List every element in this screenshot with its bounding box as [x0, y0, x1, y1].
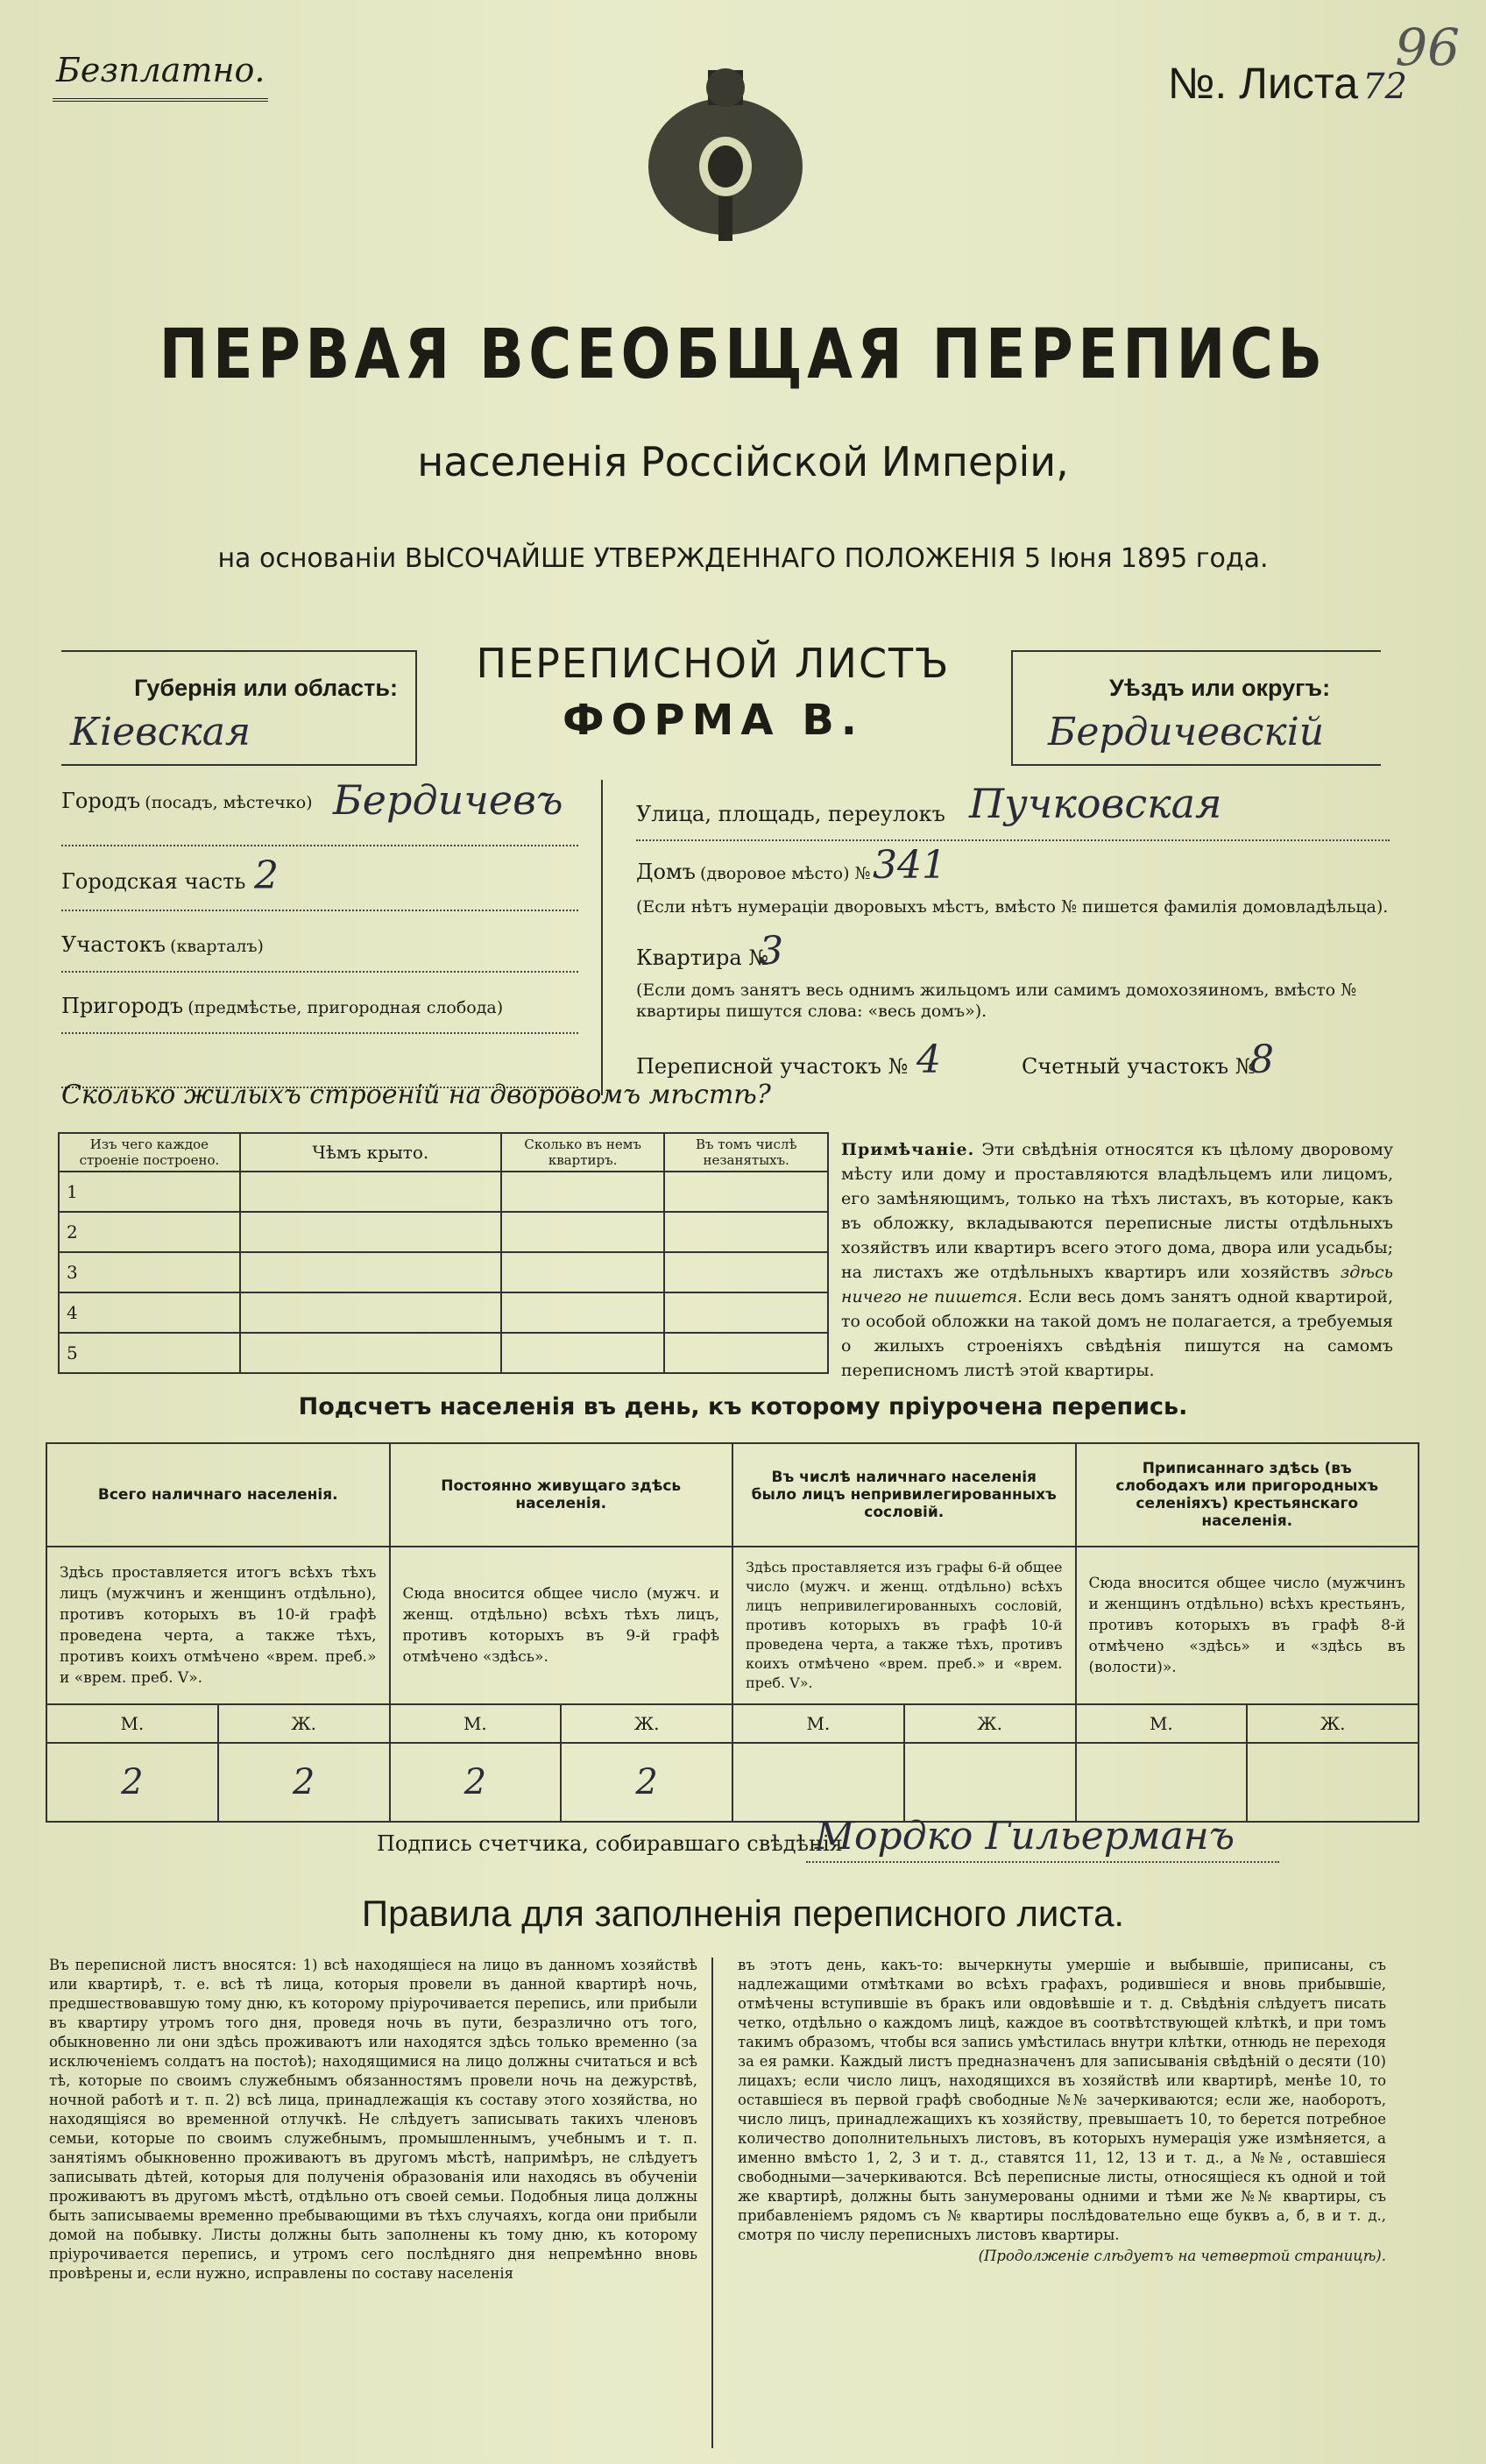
uezd-box	[1011, 650, 1381, 766]
free-label	[53, 42, 386, 121]
flat-hint: (Если домъ занятъ весь однимъ жильцомъ или самимъ домохозяиномъ, вмѣсто № квартиры пишутся слова: «весь домъ»).	[636, 981, 1357, 1021]
buildings-question: Сколько жилыхъ строеній на дворовомъ мѣстѣ?	[61, 1080, 771, 1110]
female-label: Ж.	[218, 1704, 390, 1743]
total-male-value: 2	[46, 1743, 218, 1822]
location-left	[61, 776, 578, 1088]
gubernia-label: Губернія или область:	[134, 675, 398, 701]
total-female-value: 2	[218, 1743, 390, 1822]
city-value: Бердичевъ	[333, 776, 563, 824]
peasant-female-value	[1247, 1743, 1419, 1822]
note-text: Эти свѣдѣнія относятся къ цѣлому дворовому мѣсту или дому и проставляются владѣльцемъ или лицомъ, его замѣняющимъ, только на тѣхъ листахъ, въ которые, какъ въ обложку, вкладываются переписные листы отдѣльныхъ хозяйствъ или квартиръ всего этого дома, двора или усадьбы; на листахъ же отдѣльныхъ квартиръ или хозяйствъ	[841, 1140, 1393, 1282]
rules-left-column: Въ переписной листъ вносятся: 1) всѣ находящіеся на лицо въ данномъ хозяйствѣ или квартирѣ, т. е. всѣ тѣ лица, которыя провели въ данной квартирѣ ночь, предшествовавшую тому дню, къ которому пріурочивается перепись, или прибыли въ квартиру утромъ того дня, проведя ночь въ пути, безразлично отъ того, обыкновенно ли они здѣсь проживаютъ или находятся здѣсь только временно (за исключеніемъ солдатъ на постоѣ); находящимися на лицо должны считаться и всѣ тѣ, которые по своимъ служебнымъ обязанностямъ провели ночь на дежурствѣ, ночной работѣ и т. п. 2) всѣ лица, принадлежащія къ составу этого хозяйства, но находящіяся во временной отлучкѣ. Не слѣдуетъ записывать такихъ членовъ семьи, которые по своимъ служебнымъ, промышленнымъ, учебнымъ и т. п. занятіямъ обыкновенно проживаютъ въ другомъ мѣстѣ, напримѣръ, не слѣдуетъ записывать дѣтей, которыя для полученія образованія или находясь въ обученіи проживаютъ въ другомъ мѣстѣ, отдѣльно отъ своей семьи. Подобныя лица должны быть записываемы временно пребывающими въ тѣхъ случаяхъ, когда они прибыли домой на побывку. Листы должны быть заполнены къ тому дню, къ которому пріурочивается перепись, и утромъ сего послѣдняго дня непремѣнно вновь провѣрены и, если нужно, исправлены по составу населенія	[49, 1957, 697, 2282]
pop-col-unprivileged-desc: Здѣсь проставляется изъ графы 6-й общее число (мужч. и женщ. отдѣльно) всѣхъ лицъ непривилегированныхъ сословій, противъ которыхъ въ графѣ 10-й проведена черта, а также тѣхъ, противъ коихъ отмѣчено «врем. преб.» и «врем. преб. V».	[732, 1547, 1076, 1704]
signature-label: Подпись счетчика, собиравшаго свѣдѣнія	[377, 1831, 843, 1856]
form-title: ПЕРЕПИСНОЙ ЛИСТЪ	[476, 640, 951, 687]
house-hint: (Если нѣтъ нумераціи дворовыхъ мѣстъ, вмѣсто № пишется фамилія домовладѣльца).	[636, 897, 1389, 917]
gubernia-value: Кіевская	[70, 710, 251, 754]
form-subtitle: ФОРМА В.	[562, 696, 865, 745]
note-block	[841, 1137, 1393, 1383]
unprivileged-male-value	[732, 1743, 904, 1822]
note-italic: здѣсь ничего не пишется.	[841, 1263, 1393, 1306]
pop-col-unprivileged-title: Въ числѣ наличнаго населенія было лицъ непривилегированныхъ сословій.	[732, 1443, 1076, 1547]
male-label: М.	[390, 1704, 562, 1743]
sheet-number	[1168, 58, 1407, 109]
count-area-value: 8	[1249, 1037, 1274, 1082]
gubernia-box	[61, 650, 417, 766]
city-label: Городъ	[61, 789, 141, 813]
female-label: Ж.	[1247, 1704, 1419, 1743]
buildings-row-number: 3	[59, 1252, 240, 1292]
buildings-row-number: 2	[59, 1212, 240, 1252]
count-area-label: Счетный участокъ №	[1022, 1054, 1256, 1079]
district-note: (кварталъ)	[170, 937, 264, 956]
resident-female-value: 2	[561, 1743, 732, 1822]
sheet-number-label: №. Листа	[1167, 59, 1358, 108]
part-value: 2	[254, 853, 279, 898]
district-label: Участокъ	[61, 932, 166, 957]
buildings-row-number: 4	[59, 1292, 240, 1333]
rules-continued: (Продолженіе слѣдуетъ на четвертой страницѣ).	[978, 2248, 1386, 2264]
street-value: Пучковская	[969, 780, 1222, 827]
uezd-label: Уѣздъ или округъ:	[1109, 675, 1331, 701]
house-note: (дворовое мѣсто) №	[700, 864, 871, 883]
peasant-male-value	[1076, 1743, 1248, 1822]
note-text-2: Если весь домъ занятъ одной квартирой, то особой обложки на такой домъ не полагается, а требуемыя о жилыхъ строеніяхъ свѣдѣнія пишутся на самомъ переписномъ листѣ этой квартиры.	[841, 1287, 1393, 1380]
house-value: 341	[873, 843, 946, 888]
pop-col-peasant-desc: Сюда вносится общее число (мужчинъ и женщинъ отдѣльно) всѣхъ крестьянъ, противъ которыхъ въ графѣ 8-й отмѣчено «здѣсь» и «здѣсь въ (волости)».	[1076, 1547, 1419, 1704]
buildings-table	[58, 1132, 829, 1374]
buildings-col-material: Изъ чего каждое строеніе построено.	[59, 1133, 240, 1172]
buildings-row-number: 5	[59, 1333, 240, 1373]
census-area-value: 4	[916, 1037, 941, 1082]
pop-col-resident-title: Постоянно живущаго здѣсь населенія.	[390, 1443, 733, 1547]
pop-col-total-desc: Здѣсь проставляется итогъ всѣхъ тѣхъ лицъ (мужчинъ и женщинъ отдѣльно), противъ которыхъ въ 10-й графѣ проведена черта, а также тѣхъ, противъ коихъ отмѣчено «врем. преб.» и «врем. преб. V».	[46, 1547, 390, 1704]
male-label: М.	[1076, 1704, 1248, 1743]
buildings-col-vacant: Въ томъ числѣ незанятыхъ.	[664, 1133, 828, 1172]
buildings-row-number: 1	[59, 1172, 240, 1212]
signature-line	[806, 1861, 1279, 1863]
buildings-col-roof: Чѣмъ крыто.	[240, 1133, 501, 1172]
street-label: Улица, площадь, переулокъ	[636, 802, 945, 826]
signature-value: Мордко Гильерманъ	[815, 1814, 1235, 1859]
uezd-value: Бердичевскій	[1048, 710, 1325, 754]
rules-title: Правила для заполненія переписного листа.	[361, 1893, 1125, 1934]
basis-line: на основаніи ВЫСОЧАЙШЕ УТВЕРЖДЕННАГО ПОЛОЖЕНІЯ 5 Іюня 1895 года.	[217, 543, 1269, 574]
census-area-label: Переписной участокъ №	[636, 1054, 909, 1079]
house-label: Домъ	[636, 860, 696, 884]
female-label: Ж.	[904, 1704, 1076, 1743]
coat-of-arms-icon	[638, 61, 813, 245]
male-label: М.	[46, 1704, 218, 1743]
male-label: М.	[732, 1704, 904, 1743]
rules-right-column: въ этотъ день, какъ-то: вычеркнуты умершіе и выбывшіе, приписаны, съ надлежащими отмѣтками во всѣхъ графахъ, родившіеся и вновь прибывшіе, отмѣчены вступившіе въ бракъ или овдовѣвшіе и т. д. Свѣдѣнія слѣдуетъ писать четко, отдѣльно о каждомъ лицѣ, каждое въ соотвѣтствующей клѣткѣ, и при томъ такимъ образомъ, чтобы вся запись умѣстилась внутри клѣтки, отнюдь не переходя за ея рамки. Каждый листъ предназначенъ для записыванія свѣдѣній о десяти (10) лицахъ; если число лицъ, находящихся въ хозяйствѣ или квартирѣ, менѣе 10, то оставшіеся въ первой графѣ свободные №№ зачеркиваются; если же, наоборотъ, число лицъ, принадлежащихъ къ хозяйству, превышаетъ 10, то берется потребное количество дополнительныхъ листовъ, въ которыхъ нумерація уже измѣняется, а именно вмѣсто 1, 2, 3 и т. д., ставятся 11, 12, 13 и т. д., а №№, оставшіеся свободными—зачеркиваются. Всѣ переписные листы, относящіеся къ одной и той же квартирѣ, должны быть занумерованы одними и тѣми же №№ квартиры, съ прибавленіемъ рядомъ съ № квартиры послѣдовательно еще буквъ а, б, в и т. д., смотря по числу переписныхъ листовъ квартиры.	[738, 1957, 1386, 2243]
corner-number: 96	[1395, 18, 1460, 77]
page-title: ПЕРВАЯ ВСЕОБЩАЯ ПЕРЕПИСЬ	[159, 315, 1327, 394]
flat-label: Квартира №	[636, 945, 769, 970]
city-note: (посадъ, мѣстечко)	[145, 793, 313, 812]
form-title-block	[415, 640, 1011, 745]
part-label: Городская часть	[61, 869, 246, 894]
unprivileged-female-value	[904, 1743, 1076, 1822]
location-right	[636, 780, 1390, 1090]
population-table	[46, 1442, 1419, 1823]
buildings-col-flats: Сколько въ немъ квартиръ.	[501, 1133, 665, 1172]
female-label: Ж.	[561, 1704, 732, 1743]
pop-col-total-title: Всего наличнаго населенія.	[46, 1443, 390, 1547]
sheet-number-value: 72	[1362, 67, 1407, 107]
pop-col-peasant-title: Приписаннаго здѣсь (въ слободахъ или пригородныхъ селеніяхъ) крестьянскаго населенія.	[1076, 1443, 1419, 1547]
page-subtitle: населенія Россійской Имперіи,	[417, 438, 1069, 485]
suburb-label: Пригородъ	[61, 994, 184, 1018]
resident-male-value: 2	[390, 1743, 562, 1822]
location-divider	[601, 780, 603, 1095]
rules-divider	[711, 1958, 713, 2448]
population-heading: Подсчетъ населенія въ день, къ которому пріурочена перепись.	[298, 1393, 1188, 1420]
free-label-text: Безплатно.	[53, 42, 268, 102]
note-lead: Примѣчаніе.	[841, 1140, 975, 1159]
suburb-note: (предмѣстье, пригородная слобода)	[188, 998, 504, 1017]
flat-value: 3	[759, 929, 783, 974]
rules-right-block	[738, 1956, 1386, 2266]
pop-col-resident-desc: Сюда вносится общее число (мужч. и женщ. отдѣльно) всѣхъ тѣхъ лицъ, противъ которыхъ въ 9-й графѣ отмѣчено «здѣсь».	[390, 1547, 733, 1704]
